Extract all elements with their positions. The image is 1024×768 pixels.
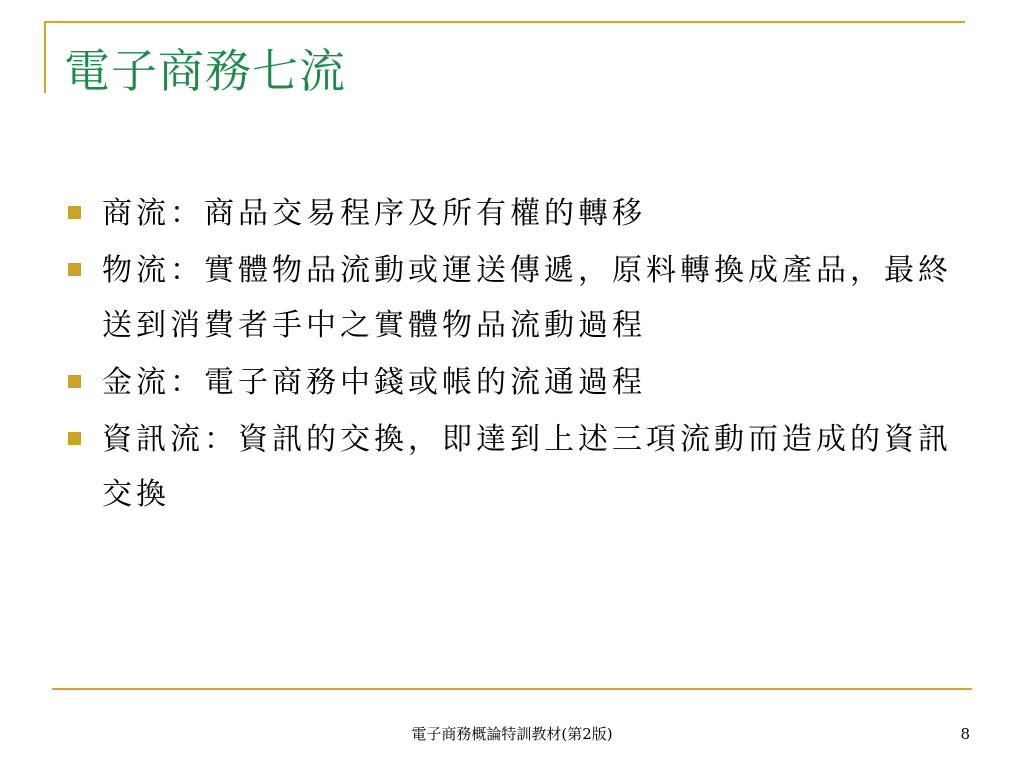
square-bullet-icon xyxy=(68,375,81,388)
slide-title: 電子商務七流 xyxy=(64,44,346,98)
list-item xyxy=(62,243,962,353)
bullet-text: 金流：電子商務中錢或帳的流通過程 xyxy=(102,365,646,400)
bullet-text: 物流：實體物品流動或運送傳遞，原料轉換成產品，最終送到消費者手中之實體物品流動過程 xyxy=(102,253,952,343)
title-top-rule xyxy=(44,21,965,23)
list-item xyxy=(62,412,962,522)
footer-rule xyxy=(52,688,972,690)
bullet-text: 商流：商品交易程序及所有權的轉移 xyxy=(102,196,646,231)
title-left-rule xyxy=(44,21,46,93)
square-bullet-icon xyxy=(68,263,81,276)
bullet-list xyxy=(62,186,962,524)
bullet-text: 資訊流：資訊的交換，即達到上述三項流動而造成的資訊交換 xyxy=(102,422,952,512)
list-item xyxy=(62,186,962,241)
square-bullet-icon xyxy=(68,206,81,219)
square-bullet-icon xyxy=(68,432,81,445)
page-number: 8 xyxy=(960,725,970,743)
footer-text: 電子商務概論特訓教材(第2版) xyxy=(411,725,613,743)
list-item xyxy=(62,355,962,410)
